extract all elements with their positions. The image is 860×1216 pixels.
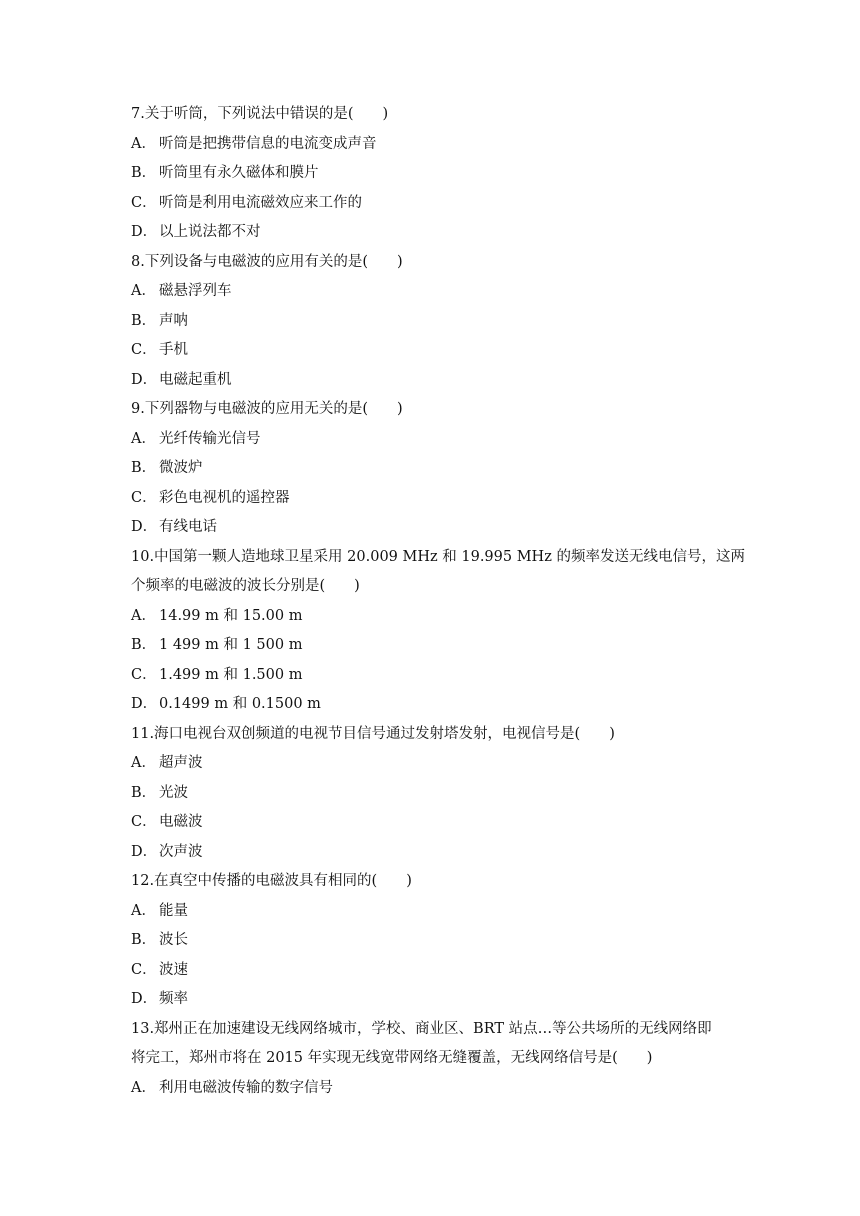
option-text: 0.1499 m 和 0.1500 m	[159, 696, 321, 712]
option-c	[131, 661, 741, 691]
option-text: 电磁波	[159, 814, 203, 830]
option-a	[131, 897, 741, 927]
option-text: 听筒里有永久磁体和膜片	[159, 165, 319, 181]
option-text: 波速	[159, 961, 188, 978]
option-text: 1 499 m 和 1 500 m	[159, 637, 303, 653]
option-d	[131, 513, 741, 543]
option-label: B．	[131, 165, 157, 181]
option-text: 1.499 m 和 1.500 m	[159, 666, 303, 683]
option-label: C．	[131, 814, 157, 830]
question-8	[131, 248, 741, 396]
option-text: 听筒是利用电流磁效应来工作的	[159, 194, 362, 211]
option-label: B．	[131, 312, 157, 329]
option-text: 次声波	[159, 843, 203, 860]
option-d	[131, 218, 741, 248]
question-stem: 7.关于听筒，下列说法中错误的是( )	[131, 106, 389, 122]
option-text: 手机	[159, 342, 188, 358]
option-label: C．	[131, 489, 157, 506]
option-label: A．	[131, 607, 156, 624]
option-label: D．	[131, 519, 158, 535]
option-b	[131, 159, 741, 189]
option-label: D．	[131, 371, 158, 388]
option-text: 磁悬浮列车	[159, 283, 232, 299]
option-label: B．	[131, 637, 157, 653]
option-a	[131, 277, 741, 307]
option-text: 波长	[159, 932, 188, 948]
question-stem: 11.海口电视台双创频道的电视节目信号通过发射塔发射，电视信号是( )	[131, 725, 615, 742]
option-label: A．	[131, 902, 156, 919]
option-label: C．	[131, 961, 157, 978]
option-label: D．	[131, 843, 158, 860]
option-c	[131, 808, 741, 838]
option-d	[131, 838, 741, 868]
option-b	[131, 454, 741, 484]
question-stem: 9.下列器物与电磁波的应用无关的是( )	[131, 401, 403, 417]
question-stem: 12.在真空中传播的电磁波具有相同的( )	[131, 873, 412, 889]
option-text: 光纤传输光信号	[159, 430, 261, 447]
question-13	[131, 1015, 741, 1104]
question-stem: 10.中国第一颗人造地球卫星采用 20.009 MHz 和 19.995 MHz 的频率发送无线电信号，这两	[131, 548, 745, 565]
question-stem: 13.郑州正在加速建设无线网络城市，学校、商业区、BRT 站点…等公共场所的无线网络即	[131, 1020, 712, 1037]
option-d	[131, 985, 741, 1015]
option-text: 电磁起重机	[159, 371, 232, 388]
question-stem: 8.下列设备与电磁波的应用有关的是( )	[131, 253, 403, 270]
option-text: 光波	[159, 784, 188, 801]
option-c	[131, 484, 741, 514]
option-text: 彩色电视机的遥控器	[159, 489, 290, 506]
option-text: 以上说法都不对	[159, 224, 261, 240]
option-text: 有线电话	[159, 519, 217, 535]
option-a	[131, 130, 741, 160]
option-c	[131, 956, 741, 986]
question-10	[131, 543, 745, 720]
option-label: A．	[131, 755, 156, 771]
option-b	[131, 631, 741, 661]
option-label: B．	[131, 784, 157, 801]
option-label: C．	[131, 194, 157, 211]
option-label: D．	[131, 991, 158, 1007]
option-b	[131, 779, 741, 809]
option-label: C．	[131, 342, 157, 358]
question-11	[131, 720, 741, 868]
option-a	[131, 749, 741, 779]
option-c	[131, 336, 741, 366]
option-text: 声呐	[159, 312, 188, 329]
option-a	[131, 1074, 741, 1104]
option-label: A．	[131, 430, 156, 447]
option-a	[131, 602, 741, 632]
option-b	[131, 926, 741, 956]
option-label: A．	[131, 135, 156, 152]
option-text: 超声波	[159, 755, 203, 771]
option-c	[131, 189, 741, 219]
question-9	[131, 395, 741, 543]
option-label: D．	[131, 696, 158, 712]
option-label: A．	[131, 1079, 156, 1096]
option-text: 14.99 m 和 15.00 m	[159, 607, 303, 624]
option-a	[131, 425, 741, 455]
option-text: 频率	[159, 991, 188, 1007]
option-label: C．	[131, 666, 157, 683]
question-12	[131, 867, 741, 1015]
option-text: 微波炉	[159, 460, 203, 476]
option-text: 能量	[159, 902, 188, 919]
option-label: D．	[131, 224, 158, 240]
option-label: B．	[131, 460, 157, 476]
option-text: 听筒是把携带信息的电流变成声音	[159, 135, 377, 152]
question-stem-continued: 个频率的电磁波的波长分别是( )	[131, 578, 360, 594]
question-stem-continued: 将完工，郑州市将在 2015 年实现无线宽带网络无缝覆盖，无线网络信号是( )	[131, 1050, 653, 1066]
option-label: B．	[131, 932, 157, 948]
document-page	[131, 100, 745, 1103]
option-d	[131, 366, 741, 396]
option-label: A．	[131, 283, 156, 299]
option-d	[131, 690, 741, 720]
question-7	[131, 100, 741, 248]
option-text: 利用电磁波传输的数字信号	[159, 1079, 333, 1096]
option-b	[131, 307, 741, 337]
